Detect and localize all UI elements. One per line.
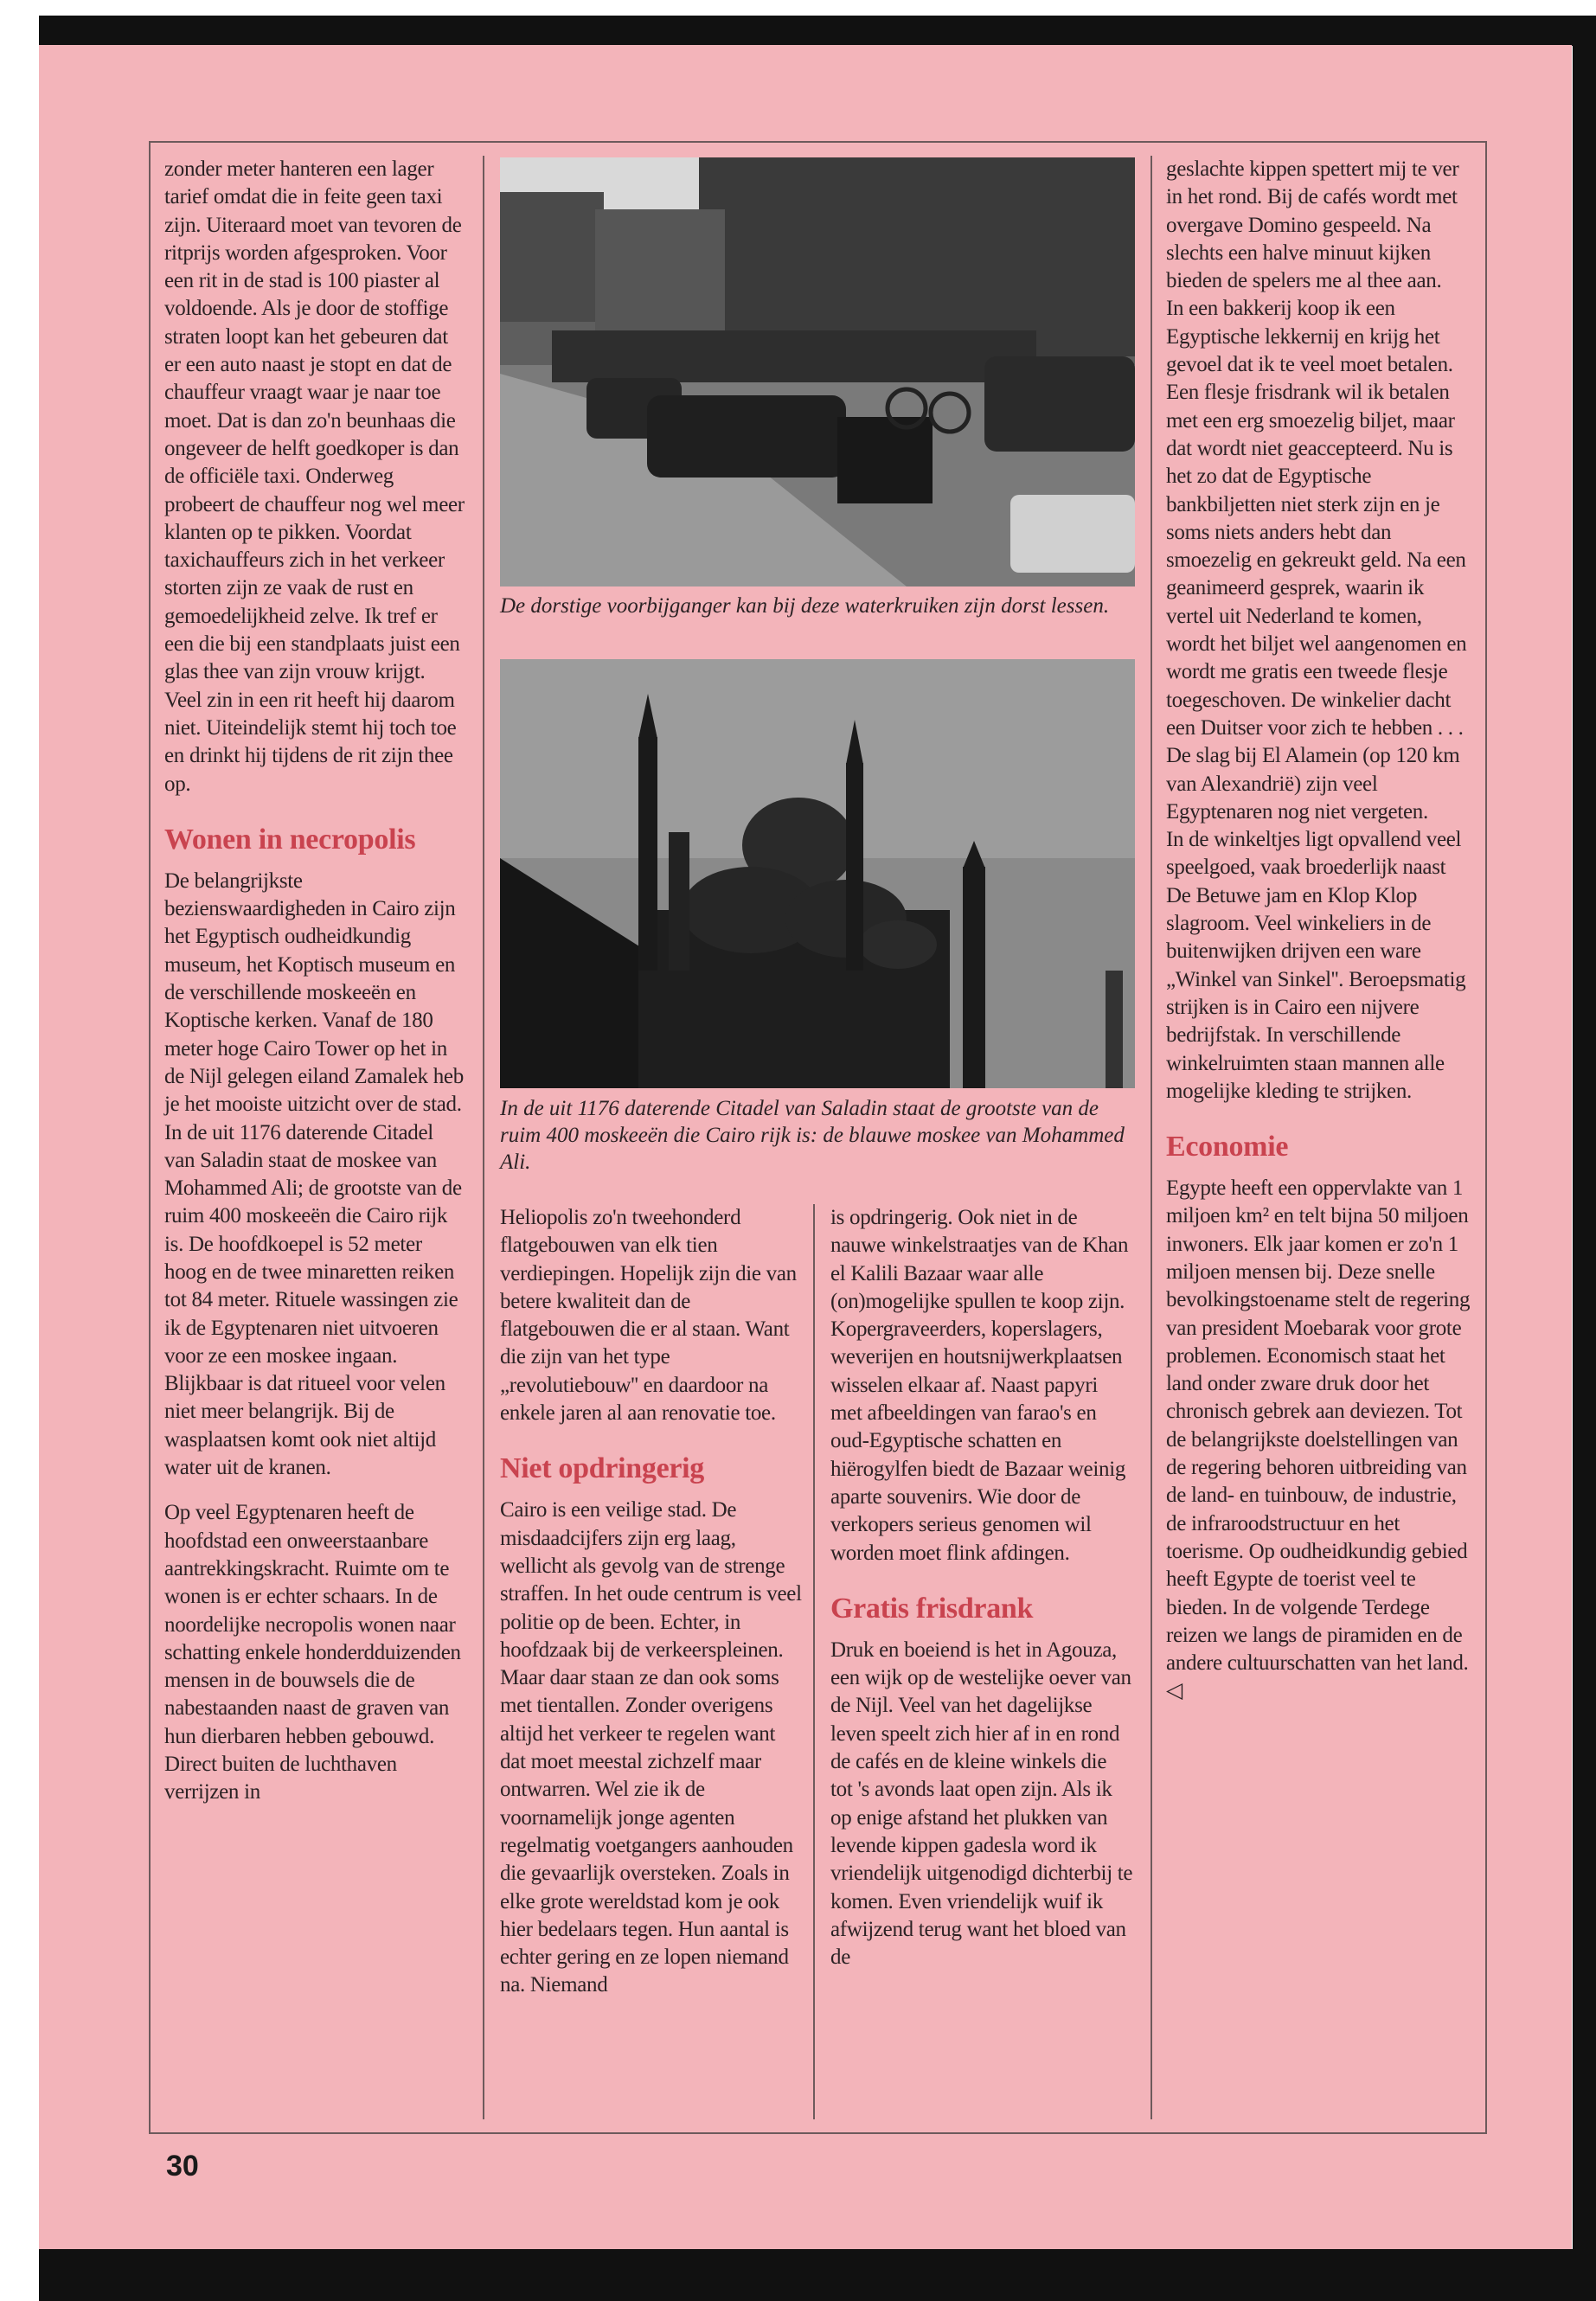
scan-border-bottom [39,2249,1596,2301]
photo-caption: De dorstige voorbijganger kan bij deze waterkruiken zijn dorst lessen. [500,594,1110,618]
paragraph: zonder meter hanteren een lager tarief omdat die in feite geen taxi zijn. Uiteraard moet van tevoren de ritprijs worden afgesproken. Voor een rit in de stad is 100 piaster al voldoende. Als je door de stoffige straten loopt kan het gebeuren dat er een auto naast je stopt en dat de chauffeur vraagt waar je naar toe moet. Dat is dan zo'n beunhaas die ongeveer de helft goedkoper is dan de officiële taxi. Onderweg probeert de chauffeur nog wel meer klanten op te pikken. Voordat taxichauffeurs zich in het verkeer storten zijn ze vaak de rust en gemoedelijkheid zelve. Ik tref er een die bij een standplaats juist een glas thee van zijn vrouw krijgt. Veel zin in een rit heeft hij daarom niet. Uiteindelijk stemt hij toch toe en drinkt hij tijdens de rit zijn thee op. [164,157,465,796]
paragraph: Heliopolis zo'n tweehonderd flatgebouwen van elk tien verdiepingen. Hopelijk zijn die van betere kwaliteit dan de flatgebouwen die er al staan. Want die zijn van het type „revolutiebouw'' en daardoor na enkele jaren al aan renovatie toe. [500,1206,797,1426]
paragraph: Druk en boeiend is het in Agouza, een wijk op de westelijke oever van de Nijl. Veel van het dagelijkse leven speelt zich hier af in en rond de cafés en de kleine winkels die tot 's avonds laat open zijn. Als ik op enige afstand het plukken van levende kippen gadesla word ik vriendelijk uitgenodigd dichterbij te komen. Even vriendelijk wuif ik afwijzend terug want het bloed van de [830,1638,1133,1970]
column-3 [830,1204,1133,1971]
page-number: 30 [166,2150,199,2182]
column-divider [1151,156,1152,2119]
section-heading: Niet opdringerig [500,1452,705,1485]
section-heading: Economie [1166,1131,1289,1163]
column-2 [500,1204,803,2000]
paragraph: In een bakkerij koop ik een Egyptische lekkernij en krijg het gevoel dat ik te veel moet betalen. Een flesje frisdrank wil ik betalen met een erg smoezelig biljet, maar dat wordt niet geaccepteerd. Nu is het zo dat de Egyptische bankbiljetten niet sterk zijn en je soms niets anders hebt dan smoezelig en gekreukt geld. Na een geanimeerd gesprek, waarin ik vertel uit Nederland te komen, wordt het biljet wel aangenomen en wordt me gratis een tweede flesje toegeschoven. De winkelier dacht een Duitser voor zich te hebben . . . De slag bij El Alamein (op 120 km van Alexandrië) zijn veel Egyptenaren nog niet vergeten. [1166,297,1467,824]
paragraph: is opdringerig. Ook niet in de nauwe winkelstraatjes van de Khan el Kalili Bazaar waar alle (on)mogelijke spullen te koop zijn. Kopergraveerders, koperslagers, weverijen en houtsnijwerkplaatsen wisselen elkaar af. Naast papyri met afbeeldingen van farao's en oud-Egyptische schatten en hiërogylfen biedt de Bazaar weinig aparte souvenirs. Wie door de verkopers serieus genomen wil worden moet flink afdingen. [830,1206,1129,1565]
paragraph: geslachte kippen spettert mij te ver in het rond. Bij de cafés wordt met overgave Domino gespeeld. Na slechts een halve minuut kijken bieden de spelers me al thee aan. [1166,157,1459,293]
column-1 [164,156,467,1807]
scan-border-top [39,16,1596,46]
paragraph: Op veel Egyptenaren heeft de hoofdstad een onweerstaanbare aantrekkingskracht. Ruimte om te wonen is er echter schaars. In de noordelijke necropolis wonen naar schatting enkele honderdduizenden mensen in de bouwsels die de nabestaanden naast de graven van hun dierbaren hebben gebouwd. Direct buiten de luchthaven verrijzen in [164,1501,461,1804]
column-divider [813,1204,815,2119]
street-photo [500,157,1135,586]
photo-caption: In de uit 1176 daterende Citadel van Saladin staat de grootste van de ruim 400 moskeeën die Cairo rijk is: de blauwe moskee van Mohammed Ali. [500,1097,1125,1174]
column-divider [483,156,484,2119]
paragraph: Egypte heeft een oppervlakte van 1 miljoen km² en telt bijna 50 miljoen inwoners. Elk jaar komen er zo'n 1 miljoen mensen bij. Deze snelle bevolkingstoename stelt de regering van president Moebarak voor grote problemen. Economisch staat het land onder zware druk door het chronisch gebrek aan deviezen. Tot de belangrijkste doelstellingen van de regering behoren uitbreiding van de land- en tuinbouw, de industrie, de infraroodstructuur en het toerisme. Op oudheidkundig gebied heeft Egypte de toerist veel te bieden. In de volgende Terdege reizen we langs de piramiden en de andere cultuurschatten van het land. ◁ [1166,1176,1471,1703]
paragraph: Cairo is een veilige stad. De misdaadcijfers zijn erg laag, wellicht als gevolg van de strenge straffen. In het oude centrum is veel politie op de been. Echter, in hoofdzaak bij de verkeerspleinen. Maar daar staan ze dan ook soms met tientallen. Zonder overigens altijd het verkeer te regelen want dat moet meestal zichzelf maar ontwarren. Wel zie ik de voornamelijk jonge agenten regelmatig voetgangers aanhouden die gevaarlijk oversteken. Zoals in elke grote wereldstad kom je ook hier bedelaars tegen. Hun aantal is echter gering en ze lopen niemand na. Niemand [500,1498,802,1997]
section-heading: Wonen in necropolis [164,823,416,856]
mosque-photo [500,659,1135,1088]
section-heading: Gratis frisdrank [830,1592,1034,1625]
paragraph: In de winkeltjes ligt opvallend veel speelgoed, vaak broederlijk naast De Betuwe jam en Klop Klop slagroom. Veel winkeliers in de buitenwijken drijven een ware „Winkel van Sinkel''. Beroepsmatig strijken is in Cairo een nijvere bedrijfstak. In verschillende winkelruimten staan mannen alle mogelijke kleding te strijken. [1166,828,1466,1103]
paragraph: De belangrijkste bezienswaardigheden in Cairo zijn het Egyptisch oudheidkundig museum, het Koptisch museum en de verschillende moskeeën en Koptische kerken. Vanaf de 180 meter hoge Cairo Tower op het in de Nijl gelegen eiland Zamalek heb je het mooiste uitzicht over de stad. In de uit 1176 daterende Citadel van Saladin staat de moskee van Mohammed Ali; de grootste van de ruim 400 moskeeën die Cairo rijk is. De hoofdkoepel is 52 meter hoog en de twee minaretten reiken tot 84 meter. Rituele wassingen zie ik de Egyptenaren niet uitvoeren voor ze een moskee ingaan. Blijkbaar is dat ritueel voor velen niet meer belangrijk. Bij de wasplaatsen komt ook niet altijd water uit de kranen. [164,868,464,1480]
scan-border-right [1573,39,1596,2253]
column-4 [1166,156,1471,1706]
